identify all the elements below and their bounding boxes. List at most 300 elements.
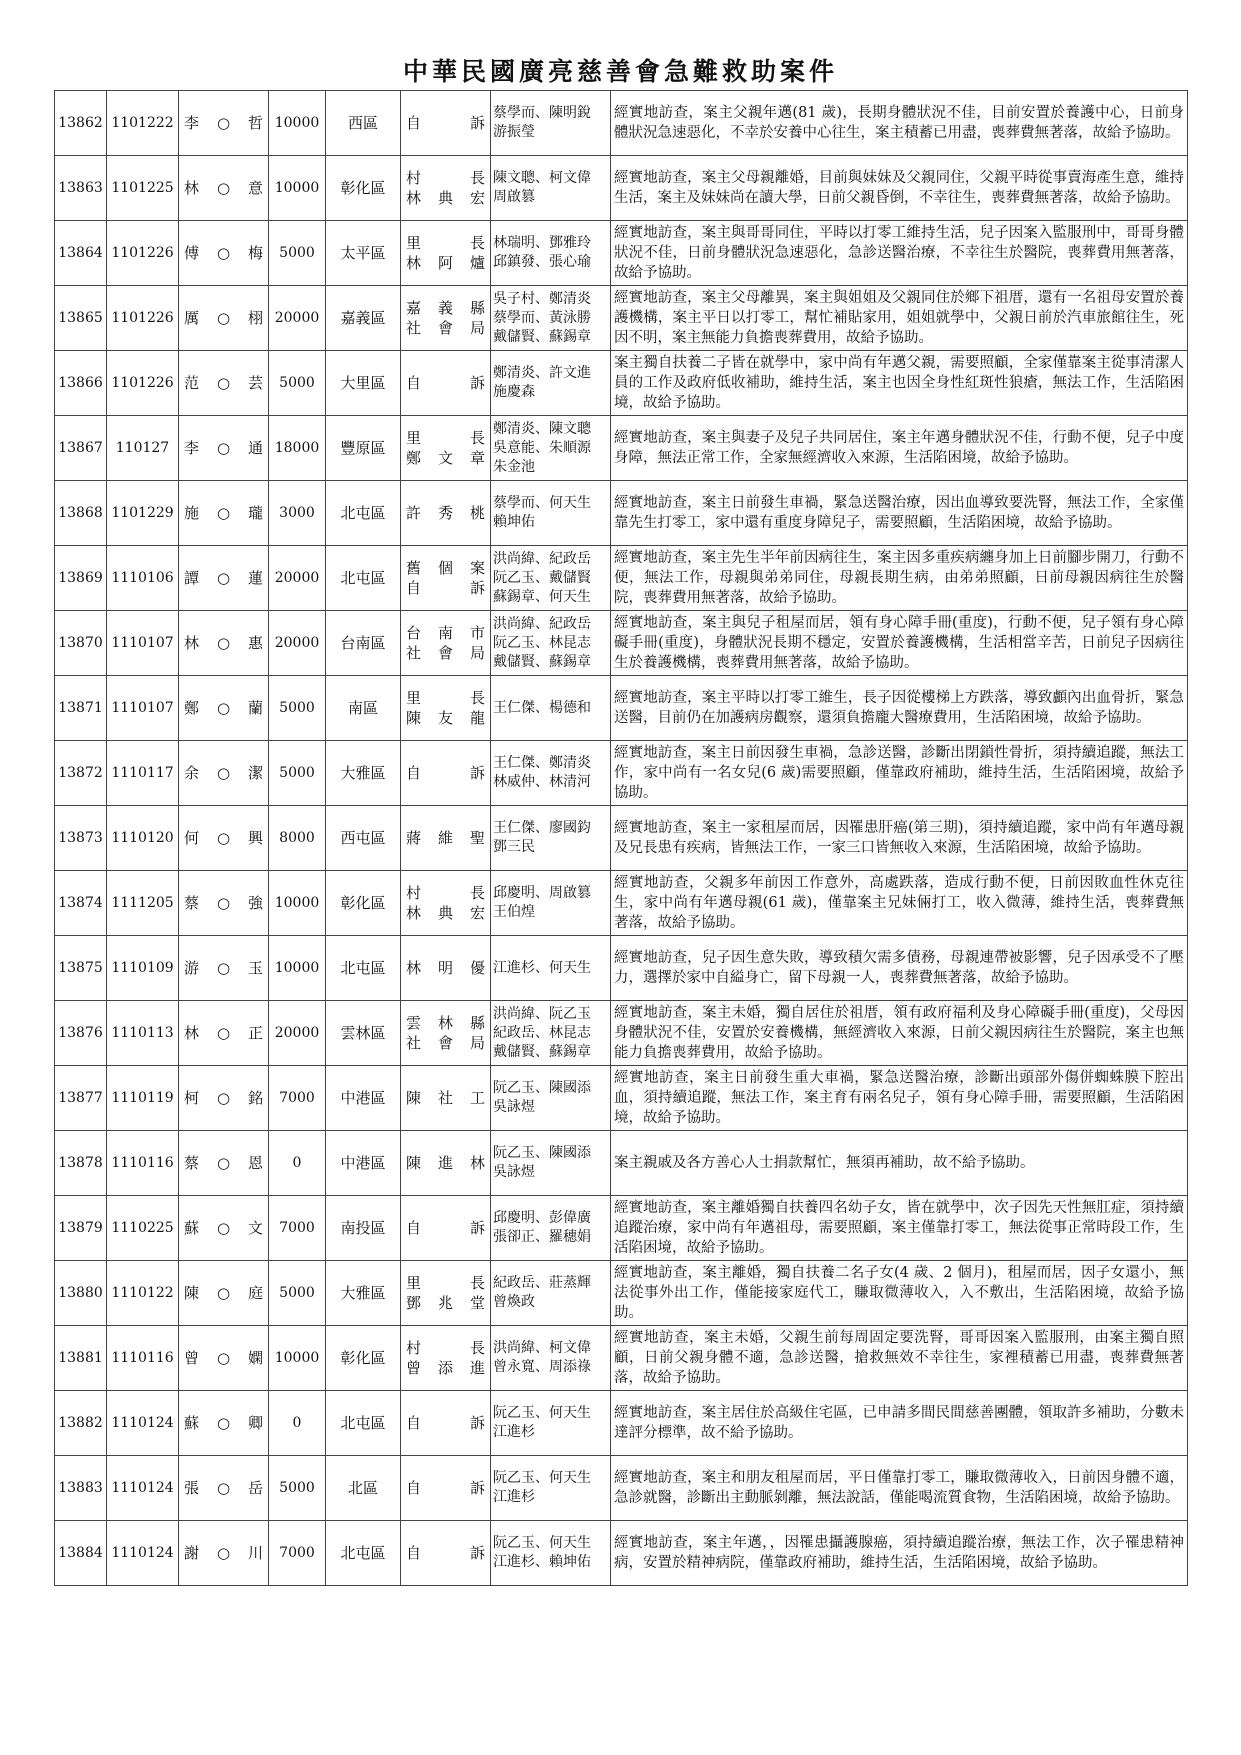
case-number: 13865 xyxy=(55,286,107,351)
referrer-char: 自 xyxy=(406,764,422,782)
referrer-char: 里 xyxy=(406,429,422,447)
referrer-char: 社 xyxy=(406,1034,422,1052)
referrer-char: 爐 xyxy=(469,254,485,272)
volunteers: 洪尚緯、紀政岳 阮乙玉、戴儲賢 蘇錫章、何天生 xyxy=(491,546,611,611)
name-char: ○ xyxy=(216,1154,231,1172)
name-char: 文 xyxy=(247,1219,263,1237)
relief-amount: 0 xyxy=(269,1391,326,1456)
relief-amount: 18000 xyxy=(269,416,326,481)
relief-amount: 3000 xyxy=(269,481,326,546)
case-number: 13882 xyxy=(55,1391,107,1456)
referrer-char: 林 xyxy=(406,904,422,922)
relief-amount: 7000 xyxy=(269,1066,326,1131)
relief-amount: 10000 xyxy=(269,936,326,1001)
name-char: 林 xyxy=(184,1024,200,1042)
referrer-char: 訴 xyxy=(469,579,485,597)
table-row xyxy=(55,1326,1188,1391)
district: 南區 xyxy=(326,676,401,741)
referrer-char: 林 xyxy=(406,959,422,977)
table-row xyxy=(55,806,1188,871)
case-number: 13873 xyxy=(55,806,107,871)
referrer-char: 林 xyxy=(469,1154,485,1172)
volunteers: 蔡學而、陳明銳 游振瑩 xyxy=(491,91,611,156)
referrer-char: 個 xyxy=(437,559,453,577)
referrer-char: 自 xyxy=(406,114,422,132)
relief-amount: 7000 xyxy=(269,1196,326,1261)
referrer xyxy=(401,611,491,676)
name-char: 蓮 xyxy=(247,569,263,587)
case-number: 13884 xyxy=(55,1521,107,1586)
case-number: 13880 xyxy=(55,1261,107,1326)
name-char: ○ xyxy=(216,1219,231,1237)
referrer-char: 自 xyxy=(406,1479,422,1497)
name-char: 陳 xyxy=(184,1284,200,1302)
referrer-char: 局 xyxy=(469,319,485,337)
name-char: 興 xyxy=(247,829,263,847)
applicant-name xyxy=(179,1066,269,1131)
district: 太平區 xyxy=(326,221,401,286)
name-char: ○ xyxy=(216,374,231,392)
table-row xyxy=(55,286,1188,351)
name-char: 施 xyxy=(184,504,200,522)
name-char: 玉 xyxy=(247,959,263,977)
referrer xyxy=(401,91,491,156)
applicant-name xyxy=(179,1261,269,1326)
name-char: 岳 xyxy=(247,1479,263,1497)
name-char: 余 xyxy=(184,764,200,782)
case-description: 經實地訪查，父親多年前因工作意外，高處跌落，造成行動不便，日前因敗血性休克往生，家中尚有年邁母親(61 歲)，僅靠案主兄妹倆打工，收入微薄，維持生活，喪葬費無著落，故給予協助。 xyxy=(611,871,1188,936)
relief-cases-table xyxy=(54,90,1188,1586)
name-char: ○ xyxy=(216,634,231,652)
referrer-char: 訴 xyxy=(469,1219,485,1237)
referrer-char: 局 xyxy=(469,1034,485,1052)
case-date: 1110124 xyxy=(107,1456,179,1521)
relief-amount: 5000 xyxy=(269,676,326,741)
table-row xyxy=(55,351,1188,416)
case-date: 1110106 xyxy=(107,546,179,611)
referrer-char: 局 xyxy=(469,644,485,662)
case-description: 案主獨自扶養二子皆在就學中，家中尚有年邁父親，需要照顧，全家僅靠案主從事清潔人員的工作及政府低收補助，維持生活，案主也因全身性紅斑性狼瘡，無法工作，生活陷困境，故給予協助。 xyxy=(611,351,1188,416)
volunteers: 陳文聰、柯文偉 周啟篡 xyxy=(491,156,611,221)
district: 中港區 xyxy=(326,1066,401,1131)
volunteers: 阮乙玉、陳國添 吳詠煜 xyxy=(491,1131,611,1196)
volunteers: 阮乙玉、何天生 江進杉、賴坤佑 xyxy=(491,1521,611,1586)
applicant-name xyxy=(179,416,269,481)
name-char: 何 xyxy=(184,829,200,847)
case-description: 經實地訪查，兒子因生意失敗，導致積欠需多債務，母親連帶被影響，兒子因承受不了壓力，選擇於家中自縊身亡，留下母親一人，喪葬費無著落，故給予協助。 xyxy=(611,936,1188,1001)
referrer-char: 進 xyxy=(469,1359,485,1377)
case-date: 1110124 xyxy=(107,1391,179,1456)
referrer-char: 社 xyxy=(437,1089,453,1107)
referrer-char: 秀 xyxy=(437,504,453,522)
table-row xyxy=(55,1391,1188,1456)
volunteers: 洪尚緯、紀政岳 阮乙玉、林昆志 戴儲賢、蘇錫章 xyxy=(491,611,611,676)
case-number: 13871 xyxy=(55,676,107,741)
table-row xyxy=(55,1196,1188,1261)
relief-amount: 5000 xyxy=(269,221,326,286)
referrer-char: 訴 xyxy=(469,1544,485,1562)
relief-amount: 7000 xyxy=(269,1521,326,1586)
referrer xyxy=(401,871,491,936)
name-char: 范 xyxy=(184,374,200,392)
volunteers: 吳子村、鄭清炎 蔡學而、黃泳勝 戴儲賢、蘇錫章 xyxy=(491,286,611,351)
case-description: 經實地訪查，案主父母親離婚，目前與妹妹及父親同住，父親平時從事賣海產生意，維持生活，案主及妹妹尚在讀大學，日前父親昏倒，不幸往生，喪葬費無著落，故給予協助。 xyxy=(611,156,1188,221)
name-char: 銘 xyxy=(247,1089,263,1107)
name-char: 恩 xyxy=(247,1154,263,1172)
name-char: 瓏 xyxy=(247,504,263,522)
applicant-name xyxy=(179,1196,269,1261)
referrer-char: 曾 xyxy=(406,1359,422,1377)
referrer-char: 訴 xyxy=(469,114,485,132)
name-char: ○ xyxy=(216,309,231,327)
applicant-name xyxy=(179,221,269,286)
district: 北屯區 xyxy=(326,936,401,1001)
applicant-name xyxy=(179,1326,269,1391)
case-description: 案主親戚及各方善心人士捐款幫忙，無須再補助，故不給予協助。 xyxy=(611,1131,1188,1196)
applicant-name xyxy=(179,871,269,936)
referrer-char: 兆 xyxy=(437,1294,453,1312)
referrer-char: 會 xyxy=(437,319,453,337)
referrer xyxy=(401,221,491,286)
district: 台南區 xyxy=(326,611,401,676)
referrer xyxy=(401,1456,491,1521)
referrer-char: 陳 xyxy=(406,709,422,727)
applicant-name xyxy=(179,1456,269,1521)
referrer xyxy=(401,1521,491,1586)
case-date: 1101226 xyxy=(107,221,179,286)
table-row xyxy=(55,1261,1188,1326)
referrer xyxy=(401,1131,491,1196)
referrer-char: 章 xyxy=(469,449,485,467)
referrer-char: 村 xyxy=(406,1339,422,1357)
name-char: 蔡 xyxy=(184,894,200,912)
referrer-char: 阿 xyxy=(437,254,453,272)
case-number: 13872 xyxy=(55,741,107,806)
referrer-char: 縣 xyxy=(469,299,485,317)
district: 西屯區 xyxy=(326,806,401,871)
referrer-char: 台 xyxy=(406,624,422,642)
district: 雲林區 xyxy=(326,1001,401,1066)
table-row xyxy=(55,1066,1188,1131)
referrer xyxy=(401,546,491,611)
relief-amount: 10000 xyxy=(269,156,326,221)
case-number: 13863 xyxy=(55,156,107,221)
name-char: ○ xyxy=(216,244,231,262)
name-char: 惠 xyxy=(247,634,263,652)
relief-amount: 20000 xyxy=(269,1001,326,1066)
referrer-char: 案 xyxy=(469,559,485,577)
district: 西區 xyxy=(326,91,401,156)
relief-amount: 10000 xyxy=(269,91,326,156)
case-date: 1110117 xyxy=(107,741,179,806)
applicant-name xyxy=(179,1521,269,1586)
case-description: 經實地訪查，案主與哥哥同住，平時以打零工維持生活，兒子因案入監服刑中，哥哥身體狀況不佳，日前身體狀況急速惡化，急診送醫治療，不幸往生於醫院，喪葬費用無著落，故給予協助。 xyxy=(611,221,1188,286)
table-row xyxy=(55,91,1188,156)
table-row xyxy=(55,871,1188,936)
case-date: 1110225 xyxy=(107,1196,179,1261)
referrer-char: 里 xyxy=(406,689,422,707)
case-number: 13868 xyxy=(55,481,107,546)
name-char: 蔡 xyxy=(184,1154,200,1172)
case-number: 13878 xyxy=(55,1131,107,1196)
referrer-char: 長 xyxy=(469,429,485,447)
referrer-char: 長 xyxy=(469,169,485,187)
table-row xyxy=(55,936,1188,1001)
volunteers: 阮乙玉、何天生 江進杉 xyxy=(491,1391,611,1456)
district: 彰化區 xyxy=(326,156,401,221)
case-description: 經實地訪查，案主離婚獨自扶養四名幼子女，皆在就學中，次子因先天性無肛症，須持續追蹤治療，家中尚有年邁祖母，需要照顧，案主僅靠打零工，無法從事正常時段工作，生活陷困境，故給予協助。 xyxy=(611,1196,1188,1261)
referrer-char: 維 xyxy=(437,829,453,847)
applicant-name xyxy=(179,936,269,1001)
case-date: 1110109 xyxy=(107,936,179,1001)
name-char: ○ xyxy=(216,829,231,847)
table-row xyxy=(55,221,1188,286)
relief-amount: 5000 xyxy=(269,1261,326,1326)
name-char: ○ xyxy=(216,894,231,912)
case-date: 1101226 xyxy=(107,286,179,351)
relief-amount: 20000 xyxy=(269,286,326,351)
name-char: 游 xyxy=(184,959,200,977)
referrer xyxy=(401,351,491,416)
case-description: 經實地訪查，案主日前發生重大車禍，緊急送醫治療，診斷出頭部外傷併蜘蛛膜下腔出血，須持續追蹤，無法工作，案主育有兩名兒子，領有身心障手冊，需要照顧，生活陷困境，故給予協助。 xyxy=(611,1066,1188,1131)
case-date: 1110122 xyxy=(107,1261,179,1326)
referrer-char: 陳 xyxy=(406,1154,422,1172)
name-char: 蘇 xyxy=(184,1414,200,1432)
applicant-name xyxy=(179,546,269,611)
table-row xyxy=(55,546,1188,611)
referrer-char: 長 xyxy=(469,884,485,902)
name-char: ○ xyxy=(216,959,231,977)
case-description: 經實地訪查，案主未婚，父親生前每周固定要洗腎，哥哥因案入監服刑，由案主獨自照顧，日前父親身體不適，急診送醫，搶救無效不幸往生，家裡積蓄已用盡，喪葬費無著落，故給予協助。 xyxy=(611,1326,1188,1391)
case-description: 經實地訪查，案主日前發生車禍，緊急送醫治療，因出血導致要洗腎，無法工作，全家僅靠先生打零工，家中還有重度身障兒子，需要照顧，生活陷困境，故給予協助。 xyxy=(611,481,1188,546)
applicant-name xyxy=(179,351,269,416)
district: 中港區 xyxy=(326,1131,401,1196)
applicant-name xyxy=(179,91,269,156)
referrer-char: 里 xyxy=(406,1274,422,1292)
case-number: 13864 xyxy=(55,221,107,286)
name-char: 謝 xyxy=(184,1544,200,1562)
volunteers: 邱慶明、彭偉廣 張卻正、羅穗娟 xyxy=(491,1196,611,1261)
name-char: 哲 xyxy=(247,114,263,132)
referrer xyxy=(401,156,491,221)
case-number: 13875 xyxy=(55,936,107,1001)
referrer xyxy=(401,1066,491,1131)
referrer-char: 社 xyxy=(406,319,422,337)
referrer-char: 義 xyxy=(437,299,453,317)
case-date: 1111205 xyxy=(107,871,179,936)
applicant-name xyxy=(179,156,269,221)
volunteers: 阮乙玉、何天生 江進杉 xyxy=(491,1456,611,1521)
referrer xyxy=(401,806,491,871)
name-char: 譚 xyxy=(184,569,200,587)
case-number: 13862 xyxy=(55,91,107,156)
name-char: ○ xyxy=(216,179,231,197)
case-description: 經實地訪查，案主與兒子租屋而居，領有身心障手冊(重度)，行動不便，兒子領有身心障礙手冊(重度)，身體狀況長期不穩定，安置於養護機構，生活相當辛苦，日前兒子因病往生於養護機構，喪葬費用無著落，故給予協助。 xyxy=(611,611,1188,676)
name-char: 卿 xyxy=(247,1414,263,1432)
relief-amount: 20000 xyxy=(269,546,326,611)
applicant-name xyxy=(179,611,269,676)
relief-amount: 5000 xyxy=(269,351,326,416)
name-char: ○ xyxy=(216,1349,231,1367)
table-row xyxy=(55,416,1188,481)
referrer-char: 宏 xyxy=(469,904,485,922)
table-row xyxy=(55,481,1188,546)
district: 南投區 xyxy=(326,1196,401,1261)
district: 北屯區 xyxy=(326,546,401,611)
relief-amount: 10000 xyxy=(269,871,326,936)
name-char: ○ xyxy=(216,699,231,717)
volunteers: 阮乙玉、陳國添 吳詠煜 xyxy=(491,1066,611,1131)
referrer-char: 宏 xyxy=(469,189,485,207)
referrer-char: 文 xyxy=(437,449,453,467)
name-char: ○ xyxy=(216,439,231,457)
district: 豐原區 xyxy=(326,416,401,481)
case-number: 13877 xyxy=(55,1066,107,1131)
case-number: 13874 xyxy=(55,871,107,936)
referrer xyxy=(401,1391,491,1456)
name-char: ○ xyxy=(216,1089,231,1107)
applicant-name xyxy=(179,286,269,351)
district: 北屯區 xyxy=(326,1521,401,1586)
referrer-char: 工 xyxy=(469,1089,485,1107)
case-description: 經實地訪查，案主離婚，獨自扶養二名子女(4 歲、2 個月)，租屋而居，因子女還小，無法從事外出工作，僅能接家庭代工，賺取微薄收入，入不敷出，生活陷困境，故給予協助。 xyxy=(611,1261,1188,1326)
referrer-char: 里 xyxy=(406,234,422,252)
case-description: 經實地訪查，案主與妻子及兒子共同居住，案主年邁身體狀況不佳，行動不便，兒子中度身障，無法正常工作，全家無經濟收入來源，生活陷困境，故給予協助。 xyxy=(611,416,1188,481)
referrer-char: 堂 xyxy=(469,1294,485,1312)
case-date: 110127 xyxy=(107,416,179,481)
referrer-char: 訴 xyxy=(469,374,485,392)
table-row xyxy=(55,611,1188,676)
applicant-name xyxy=(179,1391,269,1456)
referrer-char: 長 xyxy=(469,689,485,707)
page-title: 中華民國廣亮慈善會急難救助案件 xyxy=(402,57,838,86)
name-char: ○ xyxy=(216,1284,231,1302)
district: 大里區 xyxy=(326,351,401,416)
referrer xyxy=(401,416,491,481)
name-char: 芸 xyxy=(247,374,263,392)
applicant-name xyxy=(179,741,269,806)
name-char: 潔 xyxy=(247,764,263,782)
name-char: 曾 xyxy=(184,1349,200,1367)
referrer xyxy=(401,286,491,351)
name-char: ○ xyxy=(216,1024,231,1042)
volunteers: 蔡學而、何天生 賴坤佑 xyxy=(491,481,611,546)
referrer-char: 明 xyxy=(437,959,453,977)
applicant-name xyxy=(179,481,269,546)
name-char: ○ xyxy=(216,1479,231,1497)
case-number: 13876 xyxy=(55,1001,107,1066)
case-number: 13879 xyxy=(55,1196,107,1261)
referrer-char: 林 xyxy=(406,189,422,207)
name-char: 強 xyxy=(247,894,263,912)
case-date: 1110116 xyxy=(107,1131,179,1196)
district: 彰化區 xyxy=(326,1326,401,1391)
referrer-char: 市 xyxy=(469,624,485,642)
referrer-char: 典 xyxy=(437,904,453,922)
referrer-char: 鄧 xyxy=(406,1294,422,1312)
referrer-char: 許 xyxy=(406,504,422,522)
referrer-char: 村 xyxy=(406,884,422,902)
name-char: 栩 xyxy=(247,309,263,327)
volunteers: 鄭清炎、許文進 施慶森 xyxy=(491,351,611,416)
volunteers: 江進杉、何天生 xyxy=(491,936,611,1001)
table-row xyxy=(55,741,1188,806)
name-char: ○ xyxy=(216,764,231,782)
case-description: 經實地訪查，案主父母離異，案主與姐姐及父親同住於鄉下祖厝，還有一名祖母安置於養護機構，案主平日以打零工，幫忙補貼家用，姐姐就學中，父親日前於汽車旅館往生，死因不明，案主無能力負擔喪葬費用，故給予協助。 xyxy=(611,286,1188,351)
case-number: 13881 xyxy=(55,1326,107,1391)
referrer-char: 友 xyxy=(437,709,453,727)
referrer xyxy=(401,1261,491,1326)
referrer-char: 進 xyxy=(437,1154,453,1172)
volunteers: 林瑞明、鄧雅玲 邱鎮發、張心瑜 xyxy=(491,221,611,286)
name-char: 川 xyxy=(247,1544,263,1562)
case-date: 1101226 xyxy=(107,351,179,416)
referrer xyxy=(401,481,491,546)
volunteers: 紀政岳、莊蒸輝 曾煥政 xyxy=(491,1261,611,1326)
name-char: ○ xyxy=(216,504,231,522)
volunteers: 洪尚緯、柯文偉 曾永寬、周添祿 xyxy=(491,1326,611,1391)
table-row xyxy=(55,1001,1188,1066)
name-char: 庭 xyxy=(247,1284,263,1302)
referrer xyxy=(401,936,491,1001)
case-number: 13866 xyxy=(55,351,107,416)
case-number: 13870 xyxy=(55,611,107,676)
case-date: 1110116 xyxy=(107,1326,179,1391)
referrer-char: 南 xyxy=(437,624,453,642)
referrer-char: 蔣 xyxy=(406,829,422,847)
case-date: 1110120 xyxy=(107,806,179,871)
referrer-char: 鄭 xyxy=(406,449,422,467)
referrer xyxy=(401,676,491,741)
volunteers: 鄭清炎、陳文聰 吳意能、朱順源 朱金池 xyxy=(491,416,611,481)
referrer-char: 林 xyxy=(437,1014,453,1032)
table-row xyxy=(55,676,1188,741)
name-char: 蘇 xyxy=(184,1219,200,1237)
district: 彰化區 xyxy=(326,871,401,936)
referrer-char: 典 xyxy=(437,189,453,207)
name-char: 厲 xyxy=(184,309,200,327)
name-char: ○ xyxy=(216,114,231,132)
case-description: 經實地訪查，案主父親年邁(81 歲)，長期身體狀況不佳，目前安置於養護中心，日前身體狀況急速惡化，不幸於安養中心往生，案主積蓄已用盡，喪葬費無著落，故給予協助。 xyxy=(611,91,1188,156)
name-char: ○ xyxy=(216,1544,231,1562)
referrer-char: 社 xyxy=(406,644,422,662)
name-char: 柯 xyxy=(184,1089,200,1107)
name-char: 張 xyxy=(184,1479,200,1497)
relief-amount: 5000 xyxy=(269,741,326,806)
referrer xyxy=(401,1326,491,1391)
case-date: 1101229 xyxy=(107,481,179,546)
applicant-name xyxy=(179,1001,269,1066)
referrer-char: 自 xyxy=(406,579,422,597)
referrer-char: 長 xyxy=(469,1274,485,1292)
case-description: 經實地訪查，案主和朋友租屋而居，平日僅靠打零工，賺取微薄收入，日前因身體不適，急診就醫，診斷出主動脈剝離，無法說話，僅能喝流質食物，生活陷困境，故給予協助。 xyxy=(611,1456,1188,1521)
referrer xyxy=(401,741,491,806)
applicant-name xyxy=(179,676,269,741)
referrer-char: 桃 xyxy=(469,504,485,522)
referrer-char: 訴 xyxy=(469,1479,485,1497)
name-char: 林 xyxy=(184,179,200,197)
applicant-name xyxy=(179,1131,269,1196)
referrer-char: 村 xyxy=(406,169,422,187)
table-row xyxy=(55,156,1188,221)
name-char: 意 xyxy=(247,179,263,197)
table-row xyxy=(55,1521,1188,1586)
name-char: ○ xyxy=(216,1414,231,1432)
referrer-char: 自 xyxy=(406,1219,422,1237)
volunteers: 王仁傑、廖國鈞 鄧三民 xyxy=(491,806,611,871)
case-date: 1110107 xyxy=(107,676,179,741)
relief-amount: 20000 xyxy=(269,611,326,676)
